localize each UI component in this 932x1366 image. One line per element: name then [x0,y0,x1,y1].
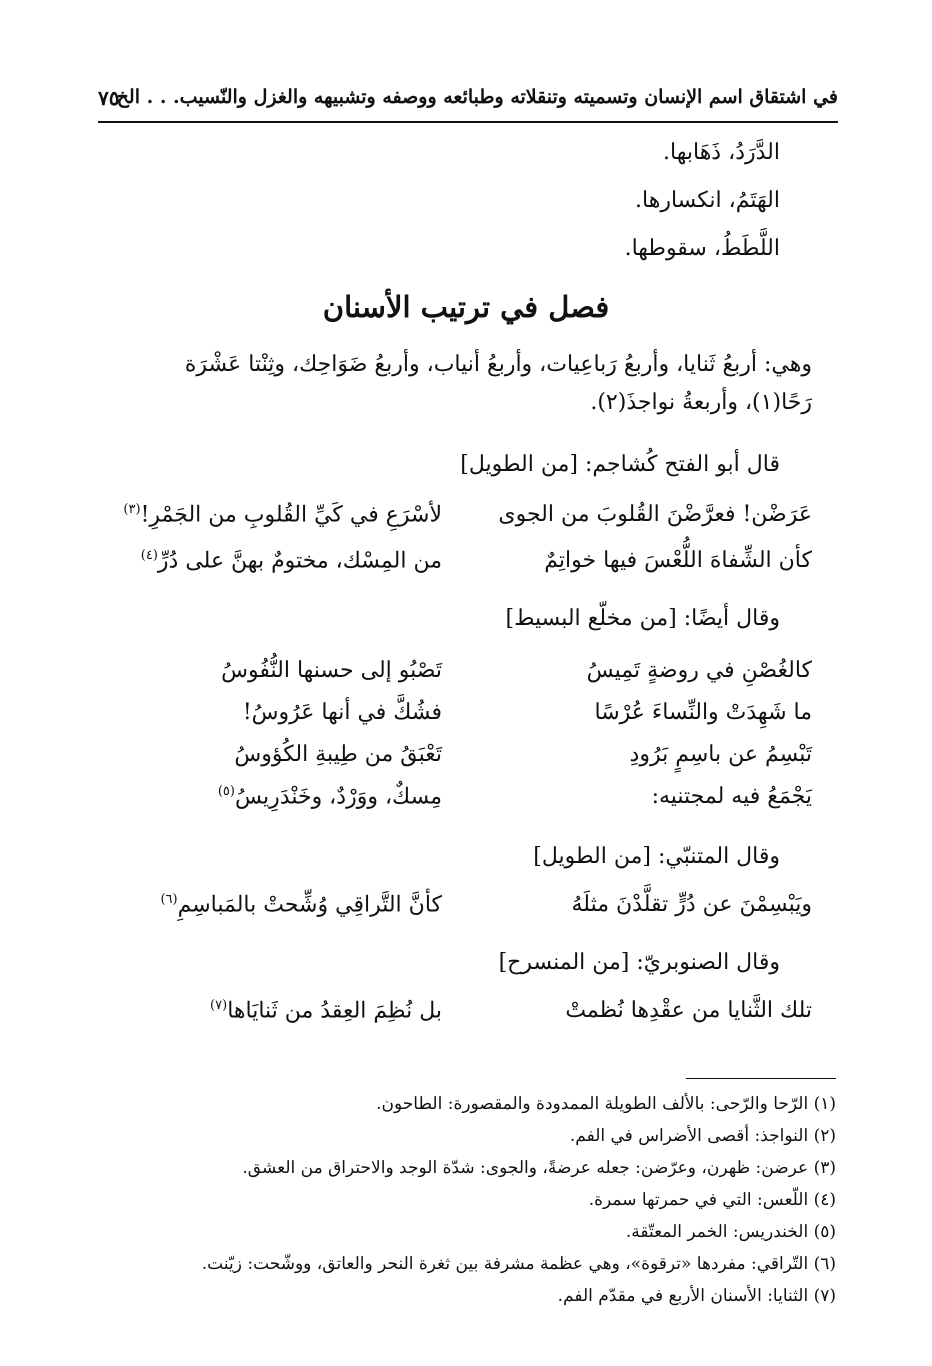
verse-first-hemistich: ما شَهِدَتْ والنِّساءَ عُرْسًا [594,700,812,725]
definition-line: الهَتَمُ، انكسارها. [635,188,780,213]
footnote-ref: (٣) [123,502,141,517]
paragraph-line: وهي: أربعُ ثَنايا، وأربعُ رَباعِيات، وأربعُ أنياب، وأربعُ ضَوَاحِك، وثِنْتا عَشْرَة [184,352,812,377]
verse [112,700,812,740]
definition-line: اللَّطَطُ، سقوطها. [624,236,780,261]
verse-first-hemistich: كأن الشِّفاهَ اللُّعْسَ فيها خواتِمٌ [544,548,812,573]
verse-first-hemistich: تلك الثَّنايا من عقْدِها نُظمتْ [565,998,812,1023]
verse [112,658,812,698]
footnote: (٤) اللّعس: التي في حمرتها سمرة. [588,1190,836,1210]
verse-first-hemistich: تَبْسِمُ عن باسِمٍ بَرُودِ [629,742,812,767]
poem-intro: قال أبو الفتح كُشاجم: [من الطويل] [460,452,780,477]
verse [112,892,812,932]
footnote-ref: (٦) [160,892,178,907]
verse-second-hemistich: مِسكٌ، ووَرْدٌ، وخَنْدَرِيسُ$^{(٥)}$ [217,784,442,810]
definition-line: الدَّرَدُ، ذَهَابها. [663,140,780,165]
footnote-ref: (٤) [140,548,158,563]
verse-second-hemistich: فشُكَّ في أنها عَرُوسُ! [242,700,442,725]
footnote: (٥) الخندريس: الخمر المعتّقة. [625,1222,836,1242]
footnote: (٢) النواجذ: أقصى الأضراس في الفم. [569,1126,836,1146]
footnote-ref: (٧) [210,998,228,1013]
footnote-ref: (٥) [217,784,235,799]
footnote: (٣) عرضن: ظهرن، وعرّضن: جعله عرضةً، والجوى: شدّة الوجد والاحتراق من العشق. [242,1158,836,1178]
verse-second-hemistich: كأنَّ التَّراقِي وُشِّحتْ بالمَباسِمِ$^{(٦)}$ [160,892,442,918]
poem-intro: وقال الصنوبريّ: [من المنسرح] [498,950,780,975]
verse-second-hemistich: تَعْبَقُ من طِيبةِ الكُؤوسُ [234,742,442,767]
verse-second-hemistich: لأسْرَعِ في كَيِّ القُلوبِ من الجَمْرِ!$^{(٣)}$ [123,502,442,528]
verse-first-hemistich: كالغُصْنِ في روضةٍ تَمِيسُ [586,658,812,683]
verse-second-hemistich: تَصْبُو إلى حسنها النُّفُوسُ [221,658,442,683]
paragraph [112,352,812,432]
verse-first-hemistich: عَرَضْن! فعرَّضْنَ القُلوبَ من الجوى [498,502,812,527]
paragraph-line: رَحًا(١)، وأربعةُ نواجذَ(٢). [590,390,812,415]
header-rule [98,121,838,123]
footnote: (٧) الثنايا: الأسنان الأربع في مقدّم الفم. [557,1286,836,1306]
page-number: ٧٥ [98,86,120,110]
running-title: في اشتقاق اسم الإنسان وتسميته وتنقلاته وطبائعه ووصفه وتشبيهه والغزل والنّسيب. . . الخ [116,86,838,108]
verse [112,548,812,588]
verse [112,502,812,542]
verse-first-hemistich: يَجْمَعُ فيه لمجتنيه: [651,784,812,809]
footnote: (١) الرّحا والرّحى: بالألف الطويلة الممدودة والمقصورة: الطاحون. [376,1094,836,1114]
verse-second-hemistich: من المِسْك، مختومٌ بهنَّ على دُرِّ$^{(٤)}$ [140,548,442,574]
verse [112,742,812,782]
footnote-separator [686,1078,836,1079]
section-heading: فصل في ترتيب الأسنان [322,290,610,324]
verse [112,784,812,824]
footnote: (٦) التّراقي: مفردها «ترقوة»، وهي عظمة مشرفة بين ثغرة النحر والعاتق، ووشّحت: زيّنت. [201,1254,836,1274]
verse-first-hemistich: ويَبْسِمْنَ عن دُرٍّ تقلَّدْنَ مثلَهُ [571,892,812,917]
verse-second-hemistich: بل نُظِمَ العِقدُ من ثَنايَاها$^{(٧)}$ [210,998,442,1024]
poem-intro: وقال المتنبّي: [من الطويل] [533,844,780,869]
verse [112,998,812,1038]
running-header [98,80,838,120]
poem-intro: وقال أيضًا: [من مخلّع البسيط] [505,606,780,631]
